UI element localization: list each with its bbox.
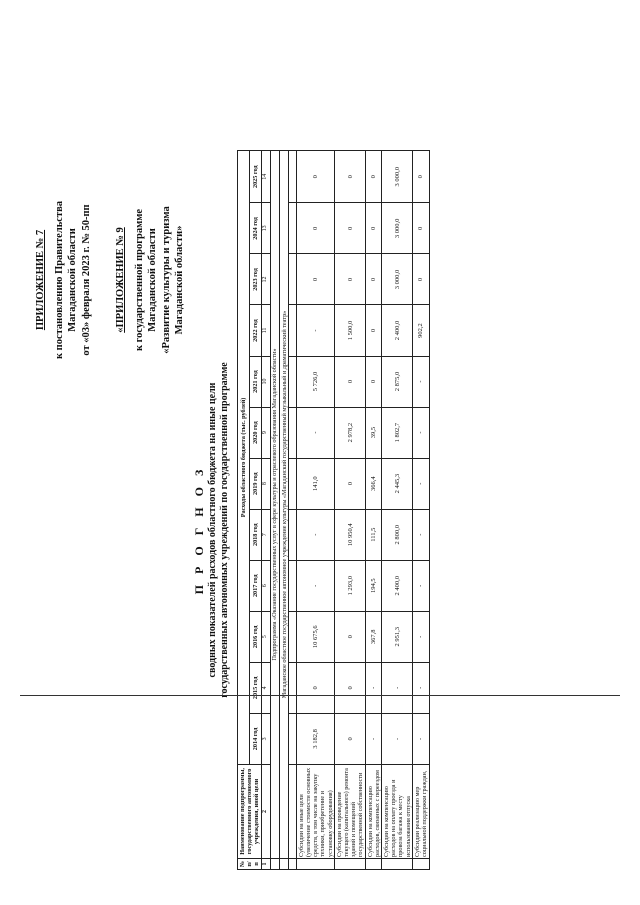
value-cell: -: [366, 662, 382, 713]
value-cell: 0: [366, 254, 382, 305]
value-cell: -: [413, 407, 429, 458]
column-header-expenses: Расходы областного бюджета (тыс. рублей): [238, 151, 250, 765]
annex-7-title: ПРИЛОЖЕНИЕ № 7: [35, 229, 46, 331]
table-header-row-years: [249, 151, 261, 870]
column-number: 7: [261, 509, 270, 560]
table-cell: [289, 509, 297, 560]
value-cell: 0: [335, 203, 366, 254]
table-cell: [289, 662, 297, 713]
column-header-number: № п/п: [238, 859, 262, 870]
year-header: 2022 год: [249, 305, 261, 356]
value-cell: -: [297, 407, 335, 458]
institution-title: Магаданское областное государственное автономное учреждение культуры «Магаданский государственный музыкальный и драматический театр»: [280, 151, 289, 859]
value-cell: 0: [366, 356, 382, 407]
value-cell: 0: [335, 662, 366, 713]
title-line-2: государственных автономных учреждений по государственной программе: [219, 362, 230, 698]
value-cell: 2 800,0: [382, 509, 413, 560]
table-cell: [366, 859, 382, 870]
value-cell: 0: [413, 151, 429, 203]
value-cell: 5 726,0: [297, 356, 335, 407]
value-cell: 0: [297, 254, 335, 305]
column-number: 13: [261, 203, 270, 254]
table-cell: [289, 458, 297, 509]
table-cell: [289, 560, 297, 611]
value-cell: 141,0: [297, 458, 335, 509]
value-cell: 3 000,0: [382, 254, 413, 305]
column-number: 8: [261, 458, 270, 509]
annex-7-line3: от «03» февраля 2023 г. № 50-пп: [80, 204, 92, 356]
column-number: 3: [261, 713, 270, 764]
page-divider-line: [20, 695, 620, 696]
value-cell: 0: [335, 458, 366, 509]
table-column-numbers-row: [261, 151, 270, 870]
value-cell: 367,8: [366, 611, 382, 662]
table-cell: [270, 859, 279, 870]
rotated-document-page: [32, 150, 428, 870]
year-header: 2024 год: [249, 203, 261, 254]
value-cell: 3 000,0: [382, 151, 413, 203]
value-cell: 0: [413, 254, 429, 305]
value-cell: 1 500,0: [335, 305, 366, 356]
row-name: Субсидии на иные цели (увеличение стоимости основных средств, в том числе на закупку техники, приобретение и установку оборудования): [297, 764, 335, 858]
value-cell: 0: [335, 356, 366, 407]
value-cell: -: [413, 356, 429, 407]
annex-7-line1: к постановлению Правительства: [53, 200, 65, 360]
value-cell: 2 400,0: [382, 305, 413, 356]
value-cell: 902,2: [413, 305, 429, 356]
table-cell: [297, 859, 335, 870]
table-cell: [413, 859, 429, 870]
annex-7-line2: Магаданской области: [67, 228, 78, 332]
year-header: 2014 год: [249, 713, 261, 764]
row-name: Субсидии на проведение текущего (капитального) ремонта зданий и помещений государственной собственности: [335, 764, 366, 858]
value-cell: 3 182,8: [297, 713, 335, 764]
table-cell: [289, 356, 297, 407]
value-cell: 0: [297, 151, 335, 203]
spacer-row: [289, 151, 297, 870]
column-number: 6: [261, 560, 270, 611]
expenses-table: [237, 150, 430, 870]
row-name: Субсидии на компенсацию расходов, связанных с переездом: [366, 764, 382, 858]
institution-row: [280, 151, 289, 870]
table-cell: [335, 859, 366, 870]
value-cell: 10 675,6: [297, 611, 335, 662]
annex-9-line2: Магаданской области: [147, 228, 158, 332]
annex-7-block: [34, 160, 93, 400]
value-cell: 0: [297, 662, 335, 713]
year-header: 2025 год: [249, 151, 261, 203]
annex-9-block: [114, 160, 187, 400]
table-row: [413, 151, 429, 870]
value-cell: 1 802,7: [382, 407, 413, 458]
value-cell: -: [297, 560, 335, 611]
year-header: 2020 год: [249, 407, 261, 458]
value-cell: 2 951,3: [382, 611, 413, 662]
value-cell: -: [413, 458, 429, 509]
annex-9-line4: Магаданской области»: [174, 225, 185, 335]
table-cell: [289, 305, 297, 356]
value-cell: 3 000,0: [382, 203, 413, 254]
column-number: 9: [261, 407, 270, 458]
value-cell: -: [366, 713, 382, 764]
table-row: [382, 151, 413, 870]
value-cell: 1 293,0: [335, 560, 366, 611]
row-name: Субсидии на компенсацию расходов на оплату проезда и провоза багажа к месту использования отпуска: [382, 764, 413, 858]
value-cell: 0: [335, 151, 366, 203]
value-cell: -: [413, 560, 429, 611]
column-number: 4: [261, 662, 270, 713]
value-cell: -: [413, 662, 429, 713]
year-header: 2018 год: [249, 509, 261, 560]
value-cell: 111,5: [366, 509, 382, 560]
value-cell: -: [413, 611, 429, 662]
year-header: 2016 год: [249, 611, 261, 662]
table-cell: [289, 713, 297, 764]
column-number: 11: [261, 305, 270, 356]
table-cell: [289, 151, 297, 203]
value-cell: -: [297, 509, 335, 560]
table-cell: [289, 254, 297, 305]
table-row: [366, 151, 382, 870]
subprogram-title: Подпрограмма «Оказание государственных услуг в сфере культуры и отраслевого образования Магаданской области»: [270, 151, 279, 859]
annex-9-line3: «Развитие культуры и туризма: [160, 206, 172, 354]
value-cell: -: [413, 713, 429, 764]
column-number: 14: [261, 151, 270, 203]
value-cell: 0: [335, 254, 366, 305]
value-cell: -: [382, 662, 413, 713]
value-cell: -: [297, 305, 335, 356]
column-number: 2: [261, 764, 270, 858]
page-title: П Р О Г Н О З: [192, 465, 206, 595]
subprogram-row: [270, 151, 279, 870]
annex-9-line1: к государственной программе: [133, 208, 145, 352]
table-cell: [289, 611, 297, 662]
title-line-1: сводных показателей расходов областного бюджета на иные цели: [207, 382, 218, 678]
column-number: 1: [261, 859, 270, 870]
value-cell: 194,5: [366, 560, 382, 611]
expenses-table-wrapper: [237, 150, 430, 870]
value-cell: -: [413, 509, 429, 560]
value-cell: 0: [335, 611, 366, 662]
value-cell: 0: [413, 203, 429, 254]
year-header: 2021 год: [249, 356, 261, 407]
value-cell: 39,5: [366, 407, 382, 458]
table-row: [297, 151, 335, 870]
table-cell: [289, 407, 297, 458]
value-cell: 366,4: [366, 458, 382, 509]
column-number: 5: [261, 611, 270, 662]
value-cell: 0: [366, 151, 382, 203]
year-header: 2019 год: [249, 458, 261, 509]
annex-9-title: «ПРИЛОЖЕНИЕ № 9: [115, 227, 126, 333]
table-cell: [289, 764, 297, 858]
value-cell: 0: [297, 203, 335, 254]
year-header: 2023 год: [249, 254, 261, 305]
year-header: 2015 год: [249, 662, 261, 713]
value-cell: 2 445,3: [382, 458, 413, 509]
table-cell: [289, 203, 297, 254]
table-cell: [382, 859, 413, 870]
value-cell: 10 950,4: [335, 509, 366, 560]
column-number: 12: [261, 254, 270, 305]
value-cell: 0: [335, 713, 366, 764]
table-row: [335, 151, 366, 870]
value-cell: 0: [366, 305, 382, 356]
column-header-name: Наименование подпрограммы, государственного автономного учреждения, иной цели: [238, 764, 262, 858]
value-cell: 2 400,0: [382, 560, 413, 611]
value-cell: 2 875,0: [382, 356, 413, 407]
row-name: Субсидии реализацию мер социальной поддержки граждан,: [413, 764, 429, 858]
column-number: 10: [261, 356, 270, 407]
value-cell: -: [382, 713, 413, 764]
table-header-row-1: [238, 151, 250, 870]
value-cell: 0: [366, 203, 382, 254]
table-cell: [280, 859, 289, 870]
document-header: [32, 150, 187, 870]
table-body: [297, 151, 429, 870]
table-cell: [289, 859, 297, 870]
value-cell: 2 978,2: [335, 407, 366, 458]
year-header: 2017 год: [249, 560, 261, 611]
document-title: [192, 250, 231, 810]
